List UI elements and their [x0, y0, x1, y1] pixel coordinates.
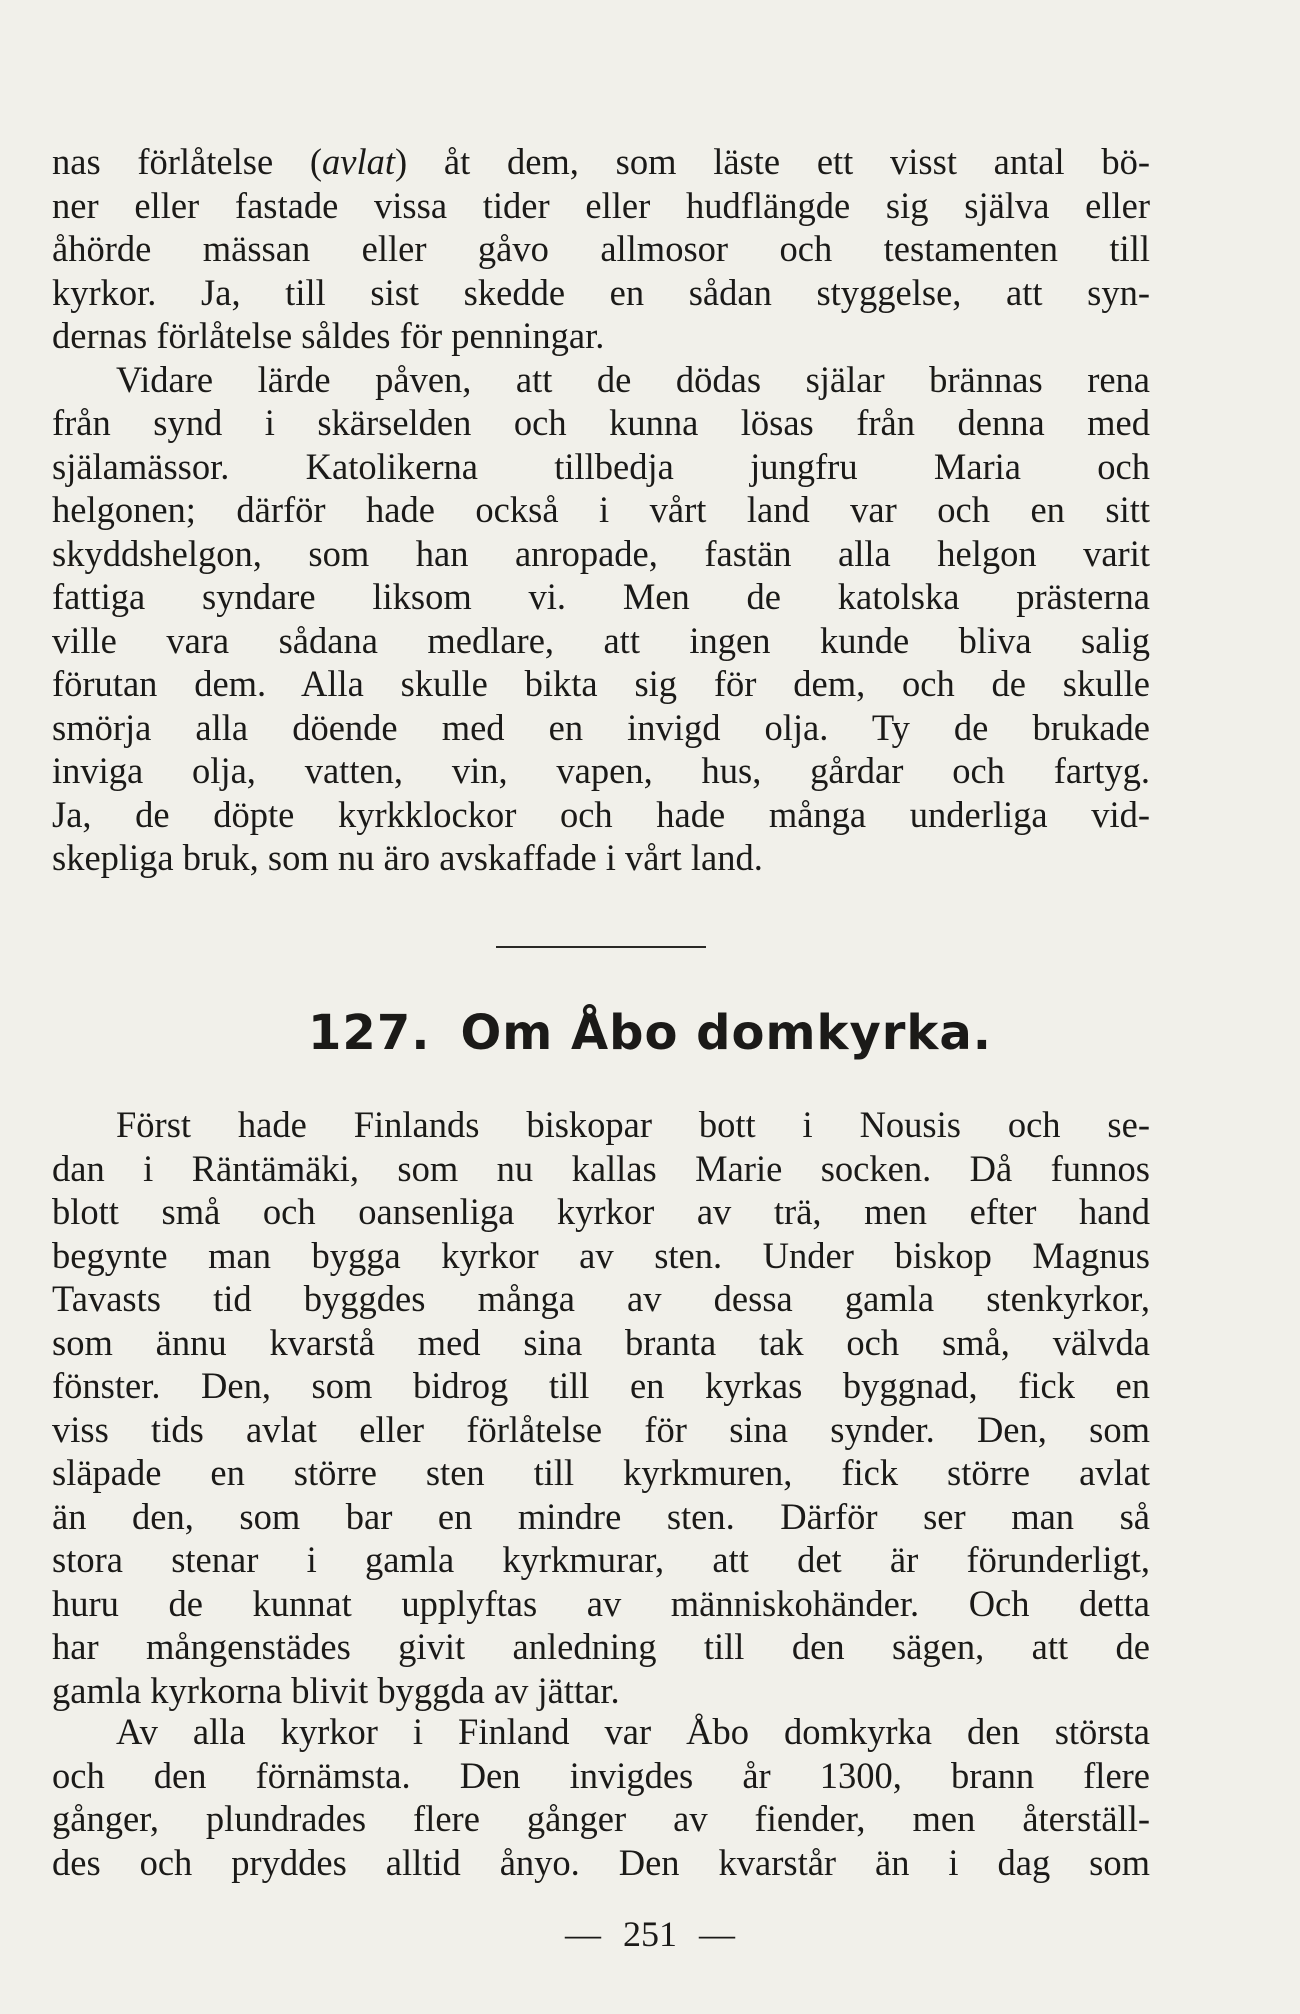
page-footer [0, 1912, 1300, 1956]
text-line: stora stenar i gamla kyrkmurar, att det är förunderligt, [52, 1539, 1150, 1580]
text-line: fattiga syndare liksom vi. Men de katolska prästerna [52, 576, 1150, 617]
text-line: smörja alla döende med en invigd olja. Ty de brukade [52, 706, 1150, 748]
section-heading [0, 1003, 1300, 1063]
text-line: blott små och oansenliga kyrkor av trä, men efter hand [52, 1191, 1150, 1232]
text-line: Ja, de döpte kyrkklockor och hade många underliga vid- [52, 793, 1150, 835]
text-line: Tavasts tid byggdes många av dessa gamla stenkyrkor, [52, 1278, 1150, 1319]
text-line: begynte man bygga kyrkor av sten. Under biskop Magnus [52, 1234, 1150, 1276]
text-line: huru de kunnat upplyftas av människohänder. Och detta [52, 1582, 1150, 1624]
text-line: åhörde mässan eller gåvo allmosor och testamenten till [52, 228, 1150, 269]
text-line: dan i Räntämäki, som nu kallas Marie socken. Då funnos [52, 1147, 1150, 1189]
page-number: 251 [623, 1914, 677, 1954]
text-line: förutan dem. Alla skulle bikta sig för dem, och de skulle [52, 663, 1150, 704]
paragraph-abo-cathedral [52, 1710, 1150, 1884]
text-line: Vidare lärde påven, att de dödas själar brännas rena [116, 358, 1150, 400]
section-divider [496, 946, 706, 948]
text-line: gamla kyrkorna blivit byggda av jättar. [52, 1669, 620, 1711]
text-line: från synd i skärselden och kunna lösas från denna med [52, 402, 1150, 443]
paragraph-purgatory [52, 358, 1150, 880]
text-line: kyrkor. Ja, till sist skedde en sådan styggelse, att syn- [52, 271, 1150, 313]
text-line: inviga olja, vatten, vin, vapen, hus, gårdar och fartyg. [52, 750, 1150, 791]
paragraph-indulgences [52, 140, 1150, 358]
text-block-bottom [52, 1710, 1150, 1884]
footer-dash-left: — [565, 1914, 601, 1954]
text-line: Av alla kyrkor i Finland var Åbo domkyrka den största [116, 1711, 1150, 1752]
text-line: än den, som bar en mindre sten. Därför ser man så [52, 1495, 1150, 1537]
text-line: fönster. Den, som bidrog till en kyrkas byggnad, fick en [52, 1365, 1150, 1406]
text-line [52, 140, 1150, 184]
text-block-middle [52, 1103, 1150, 1712]
text-line: viss tids avlat eller förlåtelse för sina synder. Den, som [52, 1408, 1150, 1450]
section-number: 127. [308, 1005, 431, 1061]
paragraph-bishops [52, 1103, 1150, 1712]
text-line: ville vara sådana medlare, att ingen kunde bliva salig [52, 619, 1150, 661]
text-line: ner eller fastade vissa tider eller hudflängde sig själva eller [52, 184, 1150, 226]
text-line: som ännu kvarstå med sina branta tak och små, välvda [52, 1321, 1150, 1363]
footer-dash-right: — [699, 1914, 735, 1954]
text-line: des och pryddes alltid ånyo. Den kvarstår än i dag som [52, 1841, 1150, 1883]
line-segment: ) åt dem, som läste ett visst antal bö- [395, 141, 1150, 182]
text-line: själamässor. Katolikerna tillbedja jungfru Maria och [52, 445, 1150, 487]
italic-term: avlat [322, 141, 396, 182]
text-block-top [52, 140, 1150, 880]
text-line: Först hade Finlands biskopar bott i Nousis och se- [116, 1104, 1150, 1145]
text-line: skyddshelgon, som han anropade, fastän alla helgon varit [52, 532, 1150, 574]
line-segment: nas förlåtelse ( [52, 141, 323, 182]
text-line: dernas förlåtelse såldes för penningar. [52, 315, 605, 356]
text-line: har mångenstädes givit anledning till den sägen, att de [52, 1626, 1150, 1667]
text-line: och den förnämsta. Den invigdes år 1300, brann flere [52, 1754, 1150, 1796]
text-line: skepliga bruk, som nu äro avskaffade i vårt land. [52, 837, 763, 878]
text-line: gånger, plundrades flere gånger av fiender, men återställ- [52, 1798, 1150, 1839]
text-line: helgonen; därför hade också i vårt land var och en sitt [52, 489, 1150, 530]
text-line: släpade en större sten till kyrkmuren, fick större avlat [52, 1452, 1150, 1493]
section-title: Om Åbo domkyrka. [460, 1005, 992, 1061]
